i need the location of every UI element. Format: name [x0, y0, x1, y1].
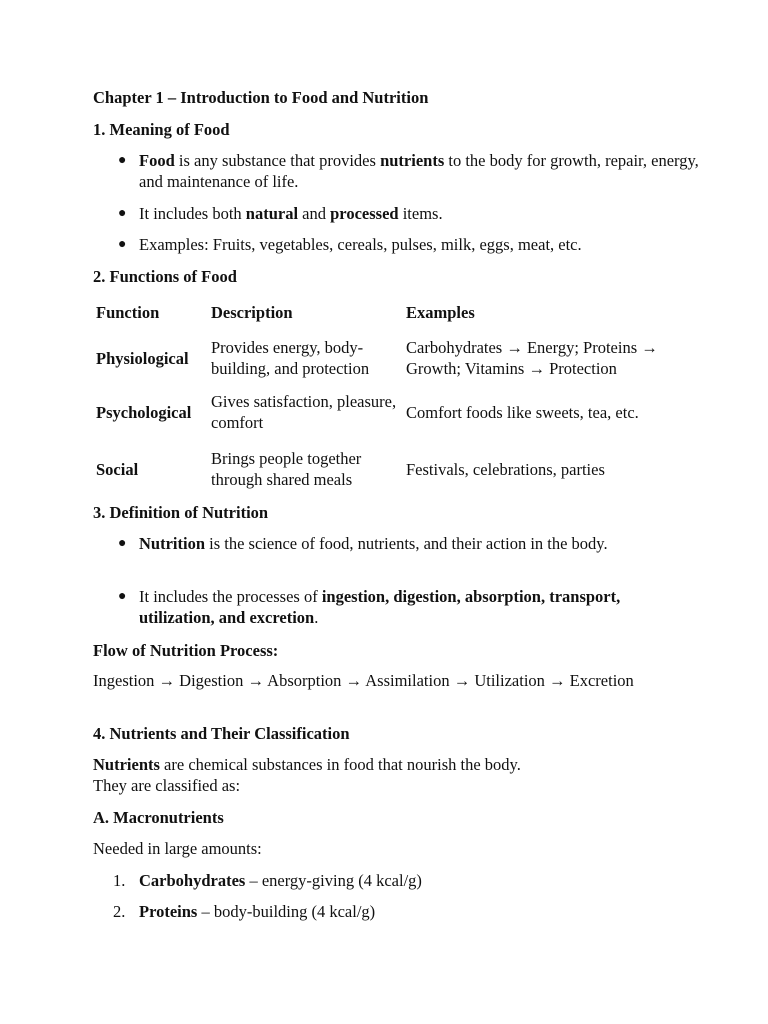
list-item: 1. Carbohydrates – energy-giving (4 kcal/g) — [113, 871, 422, 890]
list-item: ● Food is any substance that provides nutrients to the body for growth, repair, energy, and maintenance of life. — [118, 151, 699, 191]
table-row: Psychological Gives satisfaction, pleasure, comfort Comfort foods like sweets, tea, etc. — [96, 392, 639, 432]
bullet-icon: ● — [118, 237, 127, 252]
list-item: ● Examples: Fruits, vegetables, cereals, pulses, milk, eggs, meat, etc. — [118, 235, 582, 254]
flow-text: Ingestion → Digestion → Absorption → Assimilation → Utilization → Excretion — [93, 671, 634, 690]
bullet-icon: ● — [118, 206, 127, 221]
section-heading-functions: 2. Functions of Food — [93, 267, 237, 286]
table-row: Social Brings people together through shared meals Festivals, celebrations, parties — [96, 449, 605, 489]
list-item: ● Nutrition is the science of food, nutrients, and their action in the body. — [118, 534, 608, 553]
table-row: Physiological Provides energy, body-building, and protection Carbohydrates → Energy; Proteins → Growth; Vitamins → Protection — [96, 338, 658, 378]
section-heading-meaning: 1. Meaning of Food — [93, 120, 230, 139]
table-header-row: Function Description Examples — [96, 302, 475, 322]
list-item: ● It includes the processes of ingestion, digestion, absorption, transport, utilization, and excretion. — [118, 587, 621, 627]
macronutrients-intro: Needed in large amounts: — [93, 839, 262, 858]
section-heading-classification: 4. Nutrients and Their Classification — [93, 724, 350, 743]
list-item: 2. Proteins – body-building (4 kcal/g) — [113, 902, 376, 921]
chapter-title: Chapter 1 – Introduction to Food and Nutrition — [93, 88, 429, 107]
functions-table — [93, 297, 696, 495]
section-heading-nutrition: 3. Definition of Nutrition — [93, 503, 269, 522]
flow-heading: Flow of Nutrition Process: — [93, 641, 279, 660]
bullet-icon: ● — [118, 536, 127, 551]
list-item: ● It includes both natural and processed items. — [118, 204, 443, 223]
subheading-macronutrients: A. Macronutrients — [93, 808, 224, 827]
classification-intro: Nutrients are chemical substances in food that nourish the body. They are classified as: — [93, 755, 521, 795]
bullet-icon: ● — [118, 153, 127, 168]
bullet-icon: ● — [118, 589, 127, 604]
